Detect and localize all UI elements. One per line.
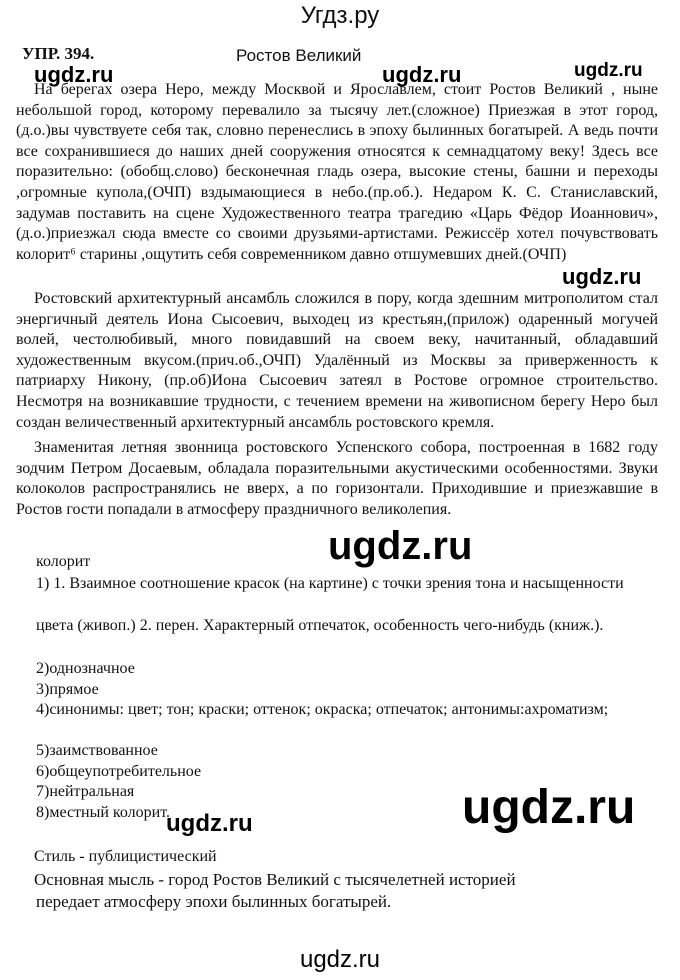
paragraph-3: Знаменитая летняя звонница ростовского Успенского собора, построенная в 1682 году зодчим Петром Досаевым, обладала поразительными акустическими особенностями. Звуки колоколов распространялись не вверх, а по горизонтали. Приходившие и приезжавшие в Ростов гости попадали в атмосферу праздничного великолепия.	[16, 439, 658, 518]
paragraph-2: Ростовский архитектурный ансамбль сложился в пору, когда здешним митрополитом стал энергичный деятель Иона Сысоевич, выходец из крестьян,(прилож) одаренный могучей волей, честолюбивый, много повидавший на своем веку, начитанный, обладавший художественным вкусом.(прич.об.,ОЧП) Удалённый из Москвы за приверженность к патриарху Никону, (пр.об)Иона Сысоевич затеял в Ростове огромное строительство. Несмотря на возникавшие трудности, с течением времени на живописном берегу Неро был создан величественный архитектурный ансамбль ростовского кремля.	[16, 290, 658, 431]
exercise-number: УПР. 394.	[22, 44, 95, 63]
watermark: ugdz.ru	[166, 810, 253, 837]
watermark: ugdz.ru	[574, 60, 643, 81]
watermark: ugdz.ru	[328, 524, 473, 568]
list-item-5: 5)заимствованное	[36, 742, 158, 759]
watermark: ugdz.ru	[462, 781, 636, 834]
list-item-8: 8)местный колорит.	[36, 804, 171, 821]
list-item-4: 4)синонимы: цвет; тон; краски; оттенок; окраска; отпечаток; антонимы:ахроматизм;	[36, 701, 609, 718]
definition-line-2: цвета (живоп.) 2. перен. Характерный отпечаток, особенность чего-нибудь (книж.).	[36, 617, 604, 634]
list-item-3: 3)прямое	[36, 681, 99, 698]
list-item-2: 2)однозначное	[36, 660, 135, 677]
watermark: ugdz.ru	[299, 946, 381, 973]
definition-line-1: 1) 1. Взаимное соотношение красок (на картине) с точки зрения тона и насыщенности	[36, 575, 624, 592]
main-idea-line-2: передает атмосферу эпохи былинных богатырей.	[36, 892, 392, 911]
list-item-6: 6)общеупотребительное	[36, 763, 202, 780]
list-item-7: 7)нейтральная	[36, 783, 135, 800]
main-idea-line-1: Основная мысль - город Ростов Великий с тысячелетней историей	[34, 870, 516, 889]
site-title: Угдз.ру	[300, 2, 380, 29]
text-title: Ростов Великий	[236, 46, 362, 65]
watermark: ugdz.ru	[558, 264, 645, 290]
watermark: ugdz.ru	[34, 62, 114, 87]
paragraph-1: На берегах озера Неро, между Москвой и Ярославлем, стоит Ростов Великий , ныне небольшой город, которому перевалило за тысячу лет.(сложное) Приезжая в этот город, (д.о.)вы чувствуете себя так, словно перенеслись в эпоху былинных богатырей. А ведь почти все сохранившиеся до наших дней сооружения относятся к семнадцатому веку! Здесь все поразительно: (обобщ.слово) бесконечная гладь озера, высокие стены, башни и переходы ,огромные купола,(ОЧП) вздымающиеся в небо.(пр.об.). Недаром К. С. Станиславский, задумав поставить на сцене Художественного театра трагедию «Царь Фёдор Иоаннович», (д.о.)приезжал сюда вместе со своими друзьями-артистами. Режиссёр хотел почувствовать колорит⁶ старины ,ощутить себя современником давно отшумевших дней.(ОЧП)	[16, 81, 658, 263]
word-heading: колорит	[36, 553, 91, 570]
style-line: Стиль - публицистический	[34, 848, 217, 865]
watermark: ugdz.ru	[382, 62, 462, 87]
